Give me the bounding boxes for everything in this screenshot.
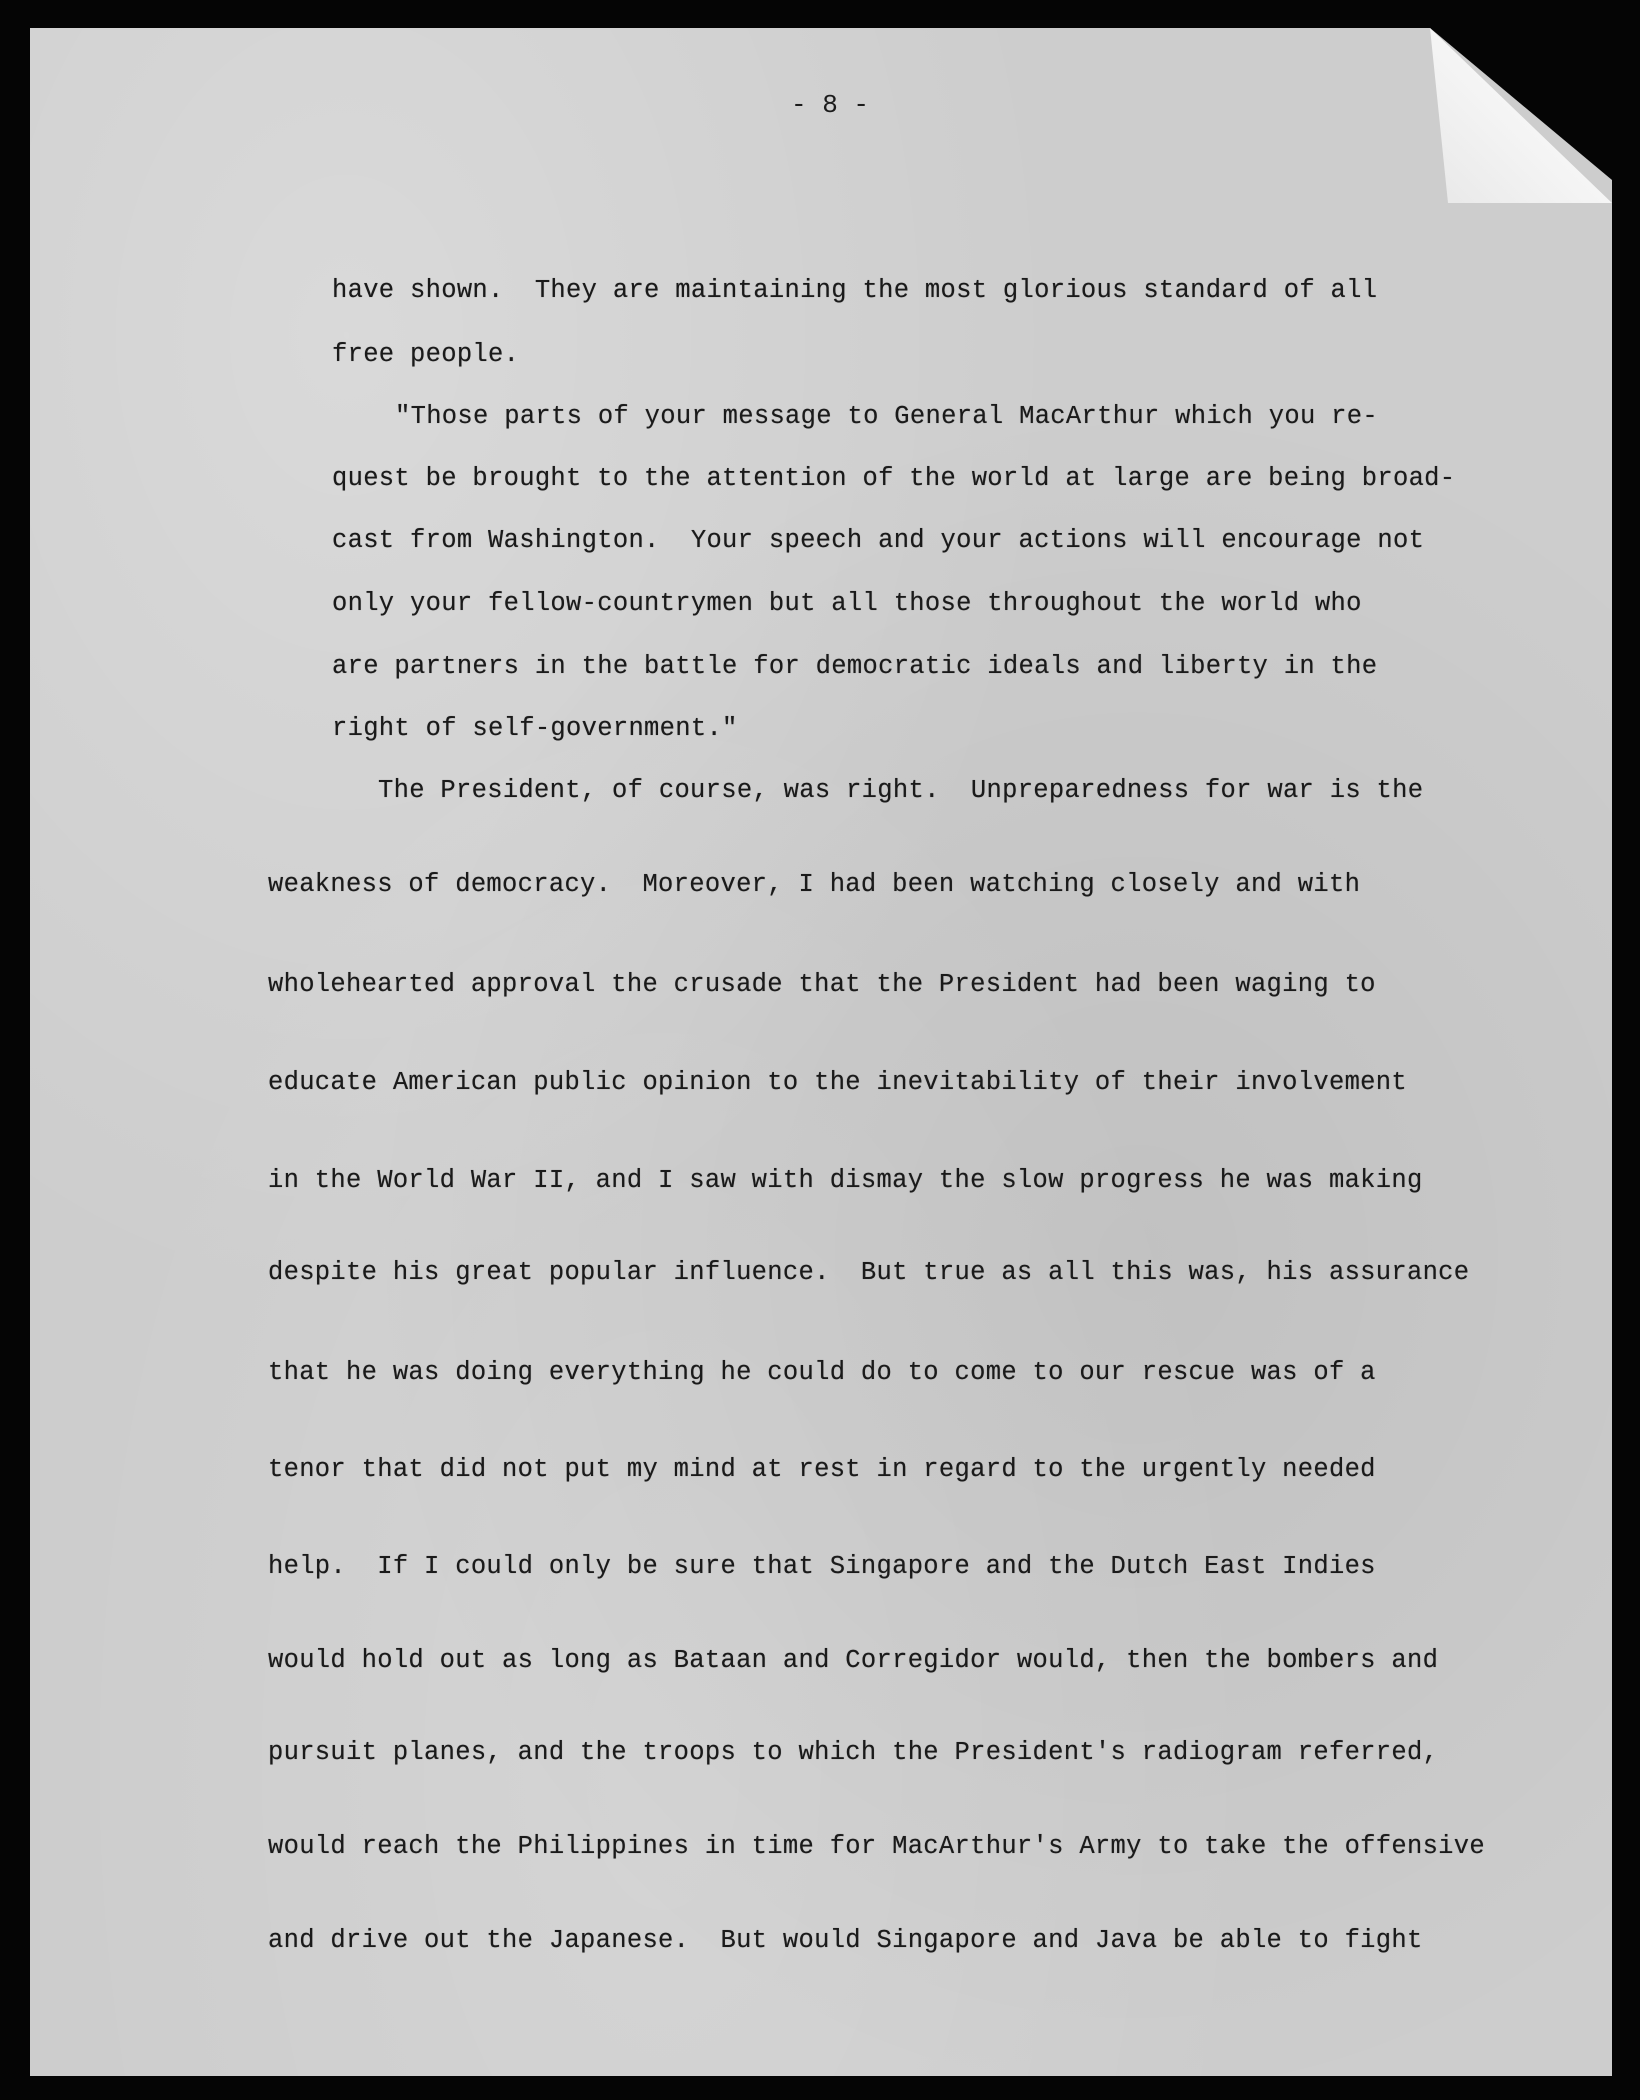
text-line: free people. (332, 340, 520, 369)
text-line: pursuit planes, and the troops to which the President's radiogram referred, (268, 1738, 1439, 1767)
text-line: "Those parts of your message to General MacArthur which you re- (395, 402, 1378, 431)
text-line: educate American public opinion to the inevitability of their involvement (268, 1068, 1407, 1097)
text-line: tenor that did not put my mind at rest in regard to the urgently needed (268, 1455, 1376, 1484)
text-line: wholehearted approval the crusade that the President had been waging to (268, 970, 1376, 999)
text-line: only your fellow-countrymen but all those throughout the world who (332, 589, 1362, 618)
text-line: help. If I could only be sure that Singapore and the Dutch East Indies (268, 1552, 1376, 1581)
text-line: have shown. They are maintaining the most glorious standard of all (332, 276, 1378, 305)
text-line: that he was doing everything he could do to come to our rescue was of a (268, 1358, 1376, 1387)
text-line: and drive out the Japanese. But would Singapore and Java be able to fight (268, 1926, 1423, 1955)
text-line: despite his great popular influence. But true as all this was, his assurance (268, 1258, 1470, 1287)
page-number: - 8 - (790, 90, 869, 120)
text-line: weakness of democracy. Moreover, I had been watching closely and with (268, 870, 1361, 899)
text-line: in the World War II, and I saw with dismay the slow progress he was making (268, 1166, 1423, 1195)
text-line: The President, of course, was right. Unpreparedness for war is the (378, 776, 1424, 805)
text-line: are partners in the battle for democratic ideals and liberty in the (332, 652, 1378, 681)
text-line: cast from Washington. Your speech and your actions will encourage not (332, 526, 1425, 555)
text-line: would reach the Philippines in time for MacArthur's Army to take the offensive (268, 1832, 1485, 1861)
text-line: would hold out as long as Bataan and Corregidor would, then the bombers and (268, 1646, 1439, 1675)
text-line: quest be brought to the attention of the world at large are being broad- (332, 464, 1456, 493)
text-line: right of self-government." (332, 714, 738, 743)
